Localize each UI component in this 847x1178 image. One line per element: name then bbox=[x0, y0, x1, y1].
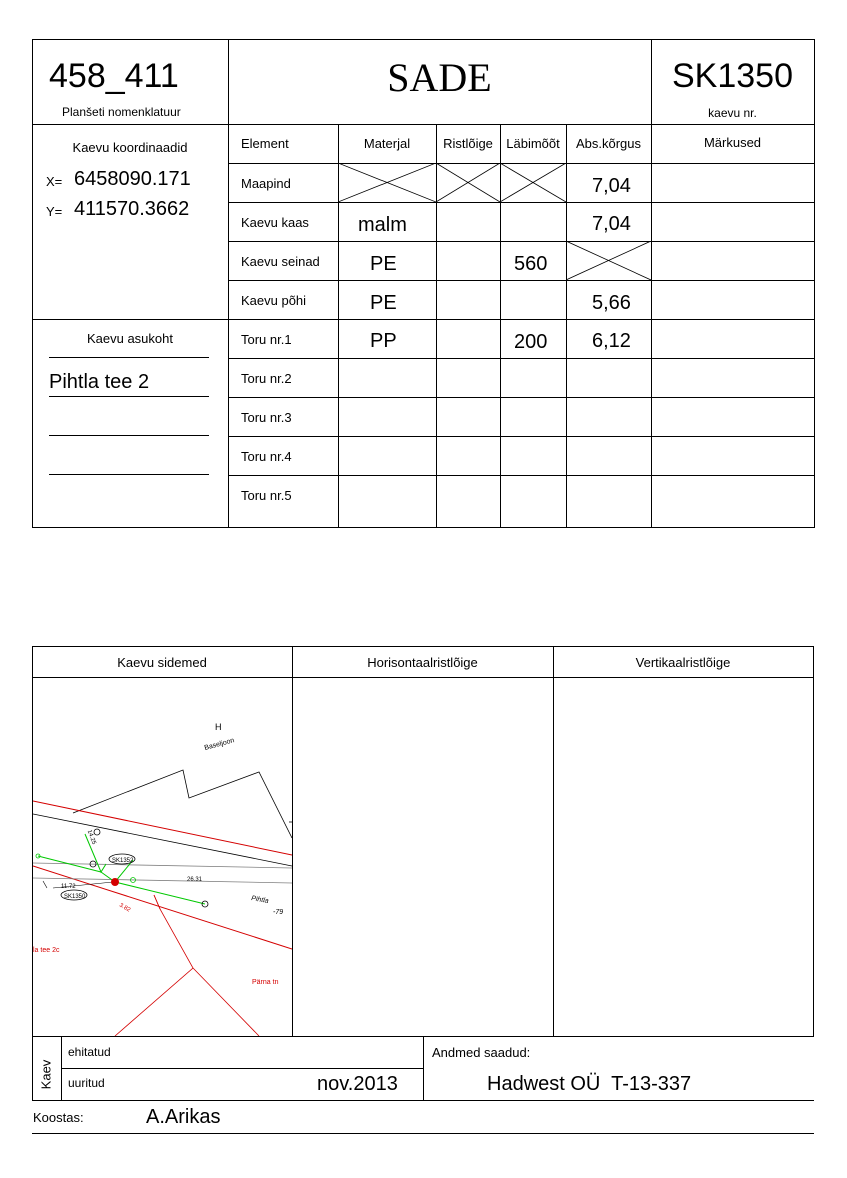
row-label: Toru nr.3 bbox=[241, 410, 292, 425]
well-number-label: kaevu nr. bbox=[708, 106, 757, 120]
surveyed-label: uuritud bbox=[68, 1076, 105, 1090]
building-outline bbox=[73, 770, 292, 838]
horizontal-section-title: Horisontaalristlõige bbox=[367, 655, 478, 670]
map-label-sk1352: SK1352 bbox=[112, 858, 134, 864]
location-address-1: Pihtla tee 2 bbox=[49, 371, 150, 393]
row-label: Kaevu põhi bbox=[241, 293, 307, 308]
system-title: SADE bbox=[387, 55, 492, 100]
row-label: Kaevu kaas bbox=[241, 215, 309, 230]
row-label: Toru nr.4 bbox=[241, 449, 292, 464]
y-value: 411570.3662 bbox=[74, 198, 190, 220]
red-boundary-top bbox=[33, 801, 292, 855]
map-label-dim-2631: 26.31 bbox=[187, 877, 203, 883]
side-label: Kaev bbox=[38, 1059, 54, 1090]
cell-material: malm bbox=[358, 214, 407, 236]
author-value: A.Arikas bbox=[146, 1106, 221, 1128]
col-header-diameter: Läbimõõt bbox=[506, 136, 560, 151]
cell-abs-height: 6,12 bbox=[592, 330, 631, 352]
maapind-material-cross bbox=[338, 163, 436, 202]
cell-diameter: 560 bbox=[514, 253, 548, 275]
row-label: Toru nr.2 bbox=[241, 371, 292, 386]
map-label-sk1350: SK1350 bbox=[64, 894, 86, 900]
col-header-cross-section: Ristlõige bbox=[443, 136, 493, 151]
cell-abs-height: 5,66 bbox=[592, 292, 631, 314]
cell-material: PE bbox=[370, 253, 397, 275]
map-label-dim-1172: 11.72 bbox=[61, 884, 76, 890]
surveyed-date: nov.2013 bbox=[317, 1073, 398, 1095]
row-label: Maapind bbox=[241, 176, 291, 191]
built-label: ehitatud bbox=[68, 1045, 111, 1059]
walls-abs-height-cross bbox=[566, 241, 651, 280]
data-source-value: Hadwest OÜ T-13-337 bbox=[487, 1073, 692, 1095]
nomenclature-value: 458_411 bbox=[49, 57, 179, 95]
vertical-section-title: Vertikaalristlõige bbox=[635, 655, 731, 670]
map-label-street: Pihtla bbox=[250, 895, 270, 906]
map-label-address-2c: la tee 2c bbox=[33, 947, 60, 954]
row-label: Toru nr.5 bbox=[241, 488, 292, 503]
map-label-baseline: Baseljoon bbox=[203, 737, 236, 752]
coordinates-title: Kaevu koordinaadid bbox=[72, 140, 188, 155]
x-label: X= bbox=[46, 174, 63, 189]
map-label-parna: Pärna tn bbox=[252, 979, 279, 986]
row-label: Toru nr.1 bbox=[241, 332, 292, 347]
author-label: Koostas: bbox=[33, 1110, 84, 1125]
cell-abs-height: 7,04 bbox=[592, 175, 631, 197]
maapind-diameter-cross bbox=[500, 163, 566, 202]
well-connections-title: Kaevu sidemed bbox=[117, 655, 207, 670]
location-title: Kaevu asukoht bbox=[86, 331, 173, 346]
col-header-element: Element bbox=[241, 136, 289, 151]
cell-diameter: 200 bbox=[514, 331, 548, 353]
map-label-h: H bbox=[215, 722, 222, 732]
col-header-abs-height: Abs.kõrgus bbox=[575, 136, 642, 151]
map-label-street-num: -79 bbox=[273, 909, 284, 916]
col-header-material: Materjal bbox=[363, 136, 411, 151]
cell-material: PE bbox=[370, 292, 397, 314]
cell-material: PP bbox=[370, 330, 397, 352]
y-label: Y= bbox=[46, 204, 63, 219]
row-label: Kaevu seinad bbox=[241, 254, 320, 269]
map-label-red-dim: 3.82 bbox=[118, 902, 132, 914]
nomenclature-label: Planšeti nomenklatuur bbox=[62, 105, 181, 119]
well-number: SK1350 bbox=[672, 57, 793, 95]
maapind-cross-section-cross bbox=[436, 163, 500, 202]
map-label-dim-1425: 14.25 bbox=[85, 829, 97, 846]
cell-abs-height: 7,04 bbox=[592, 213, 631, 235]
col-header-notes: Märkused bbox=[703, 135, 762, 150]
x-value: 6458090.171 bbox=[74, 168, 191, 190]
location-map bbox=[33, 678, 292, 1036]
data-source-label: Andmed saadud: bbox=[432, 1045, 531, 1060]
